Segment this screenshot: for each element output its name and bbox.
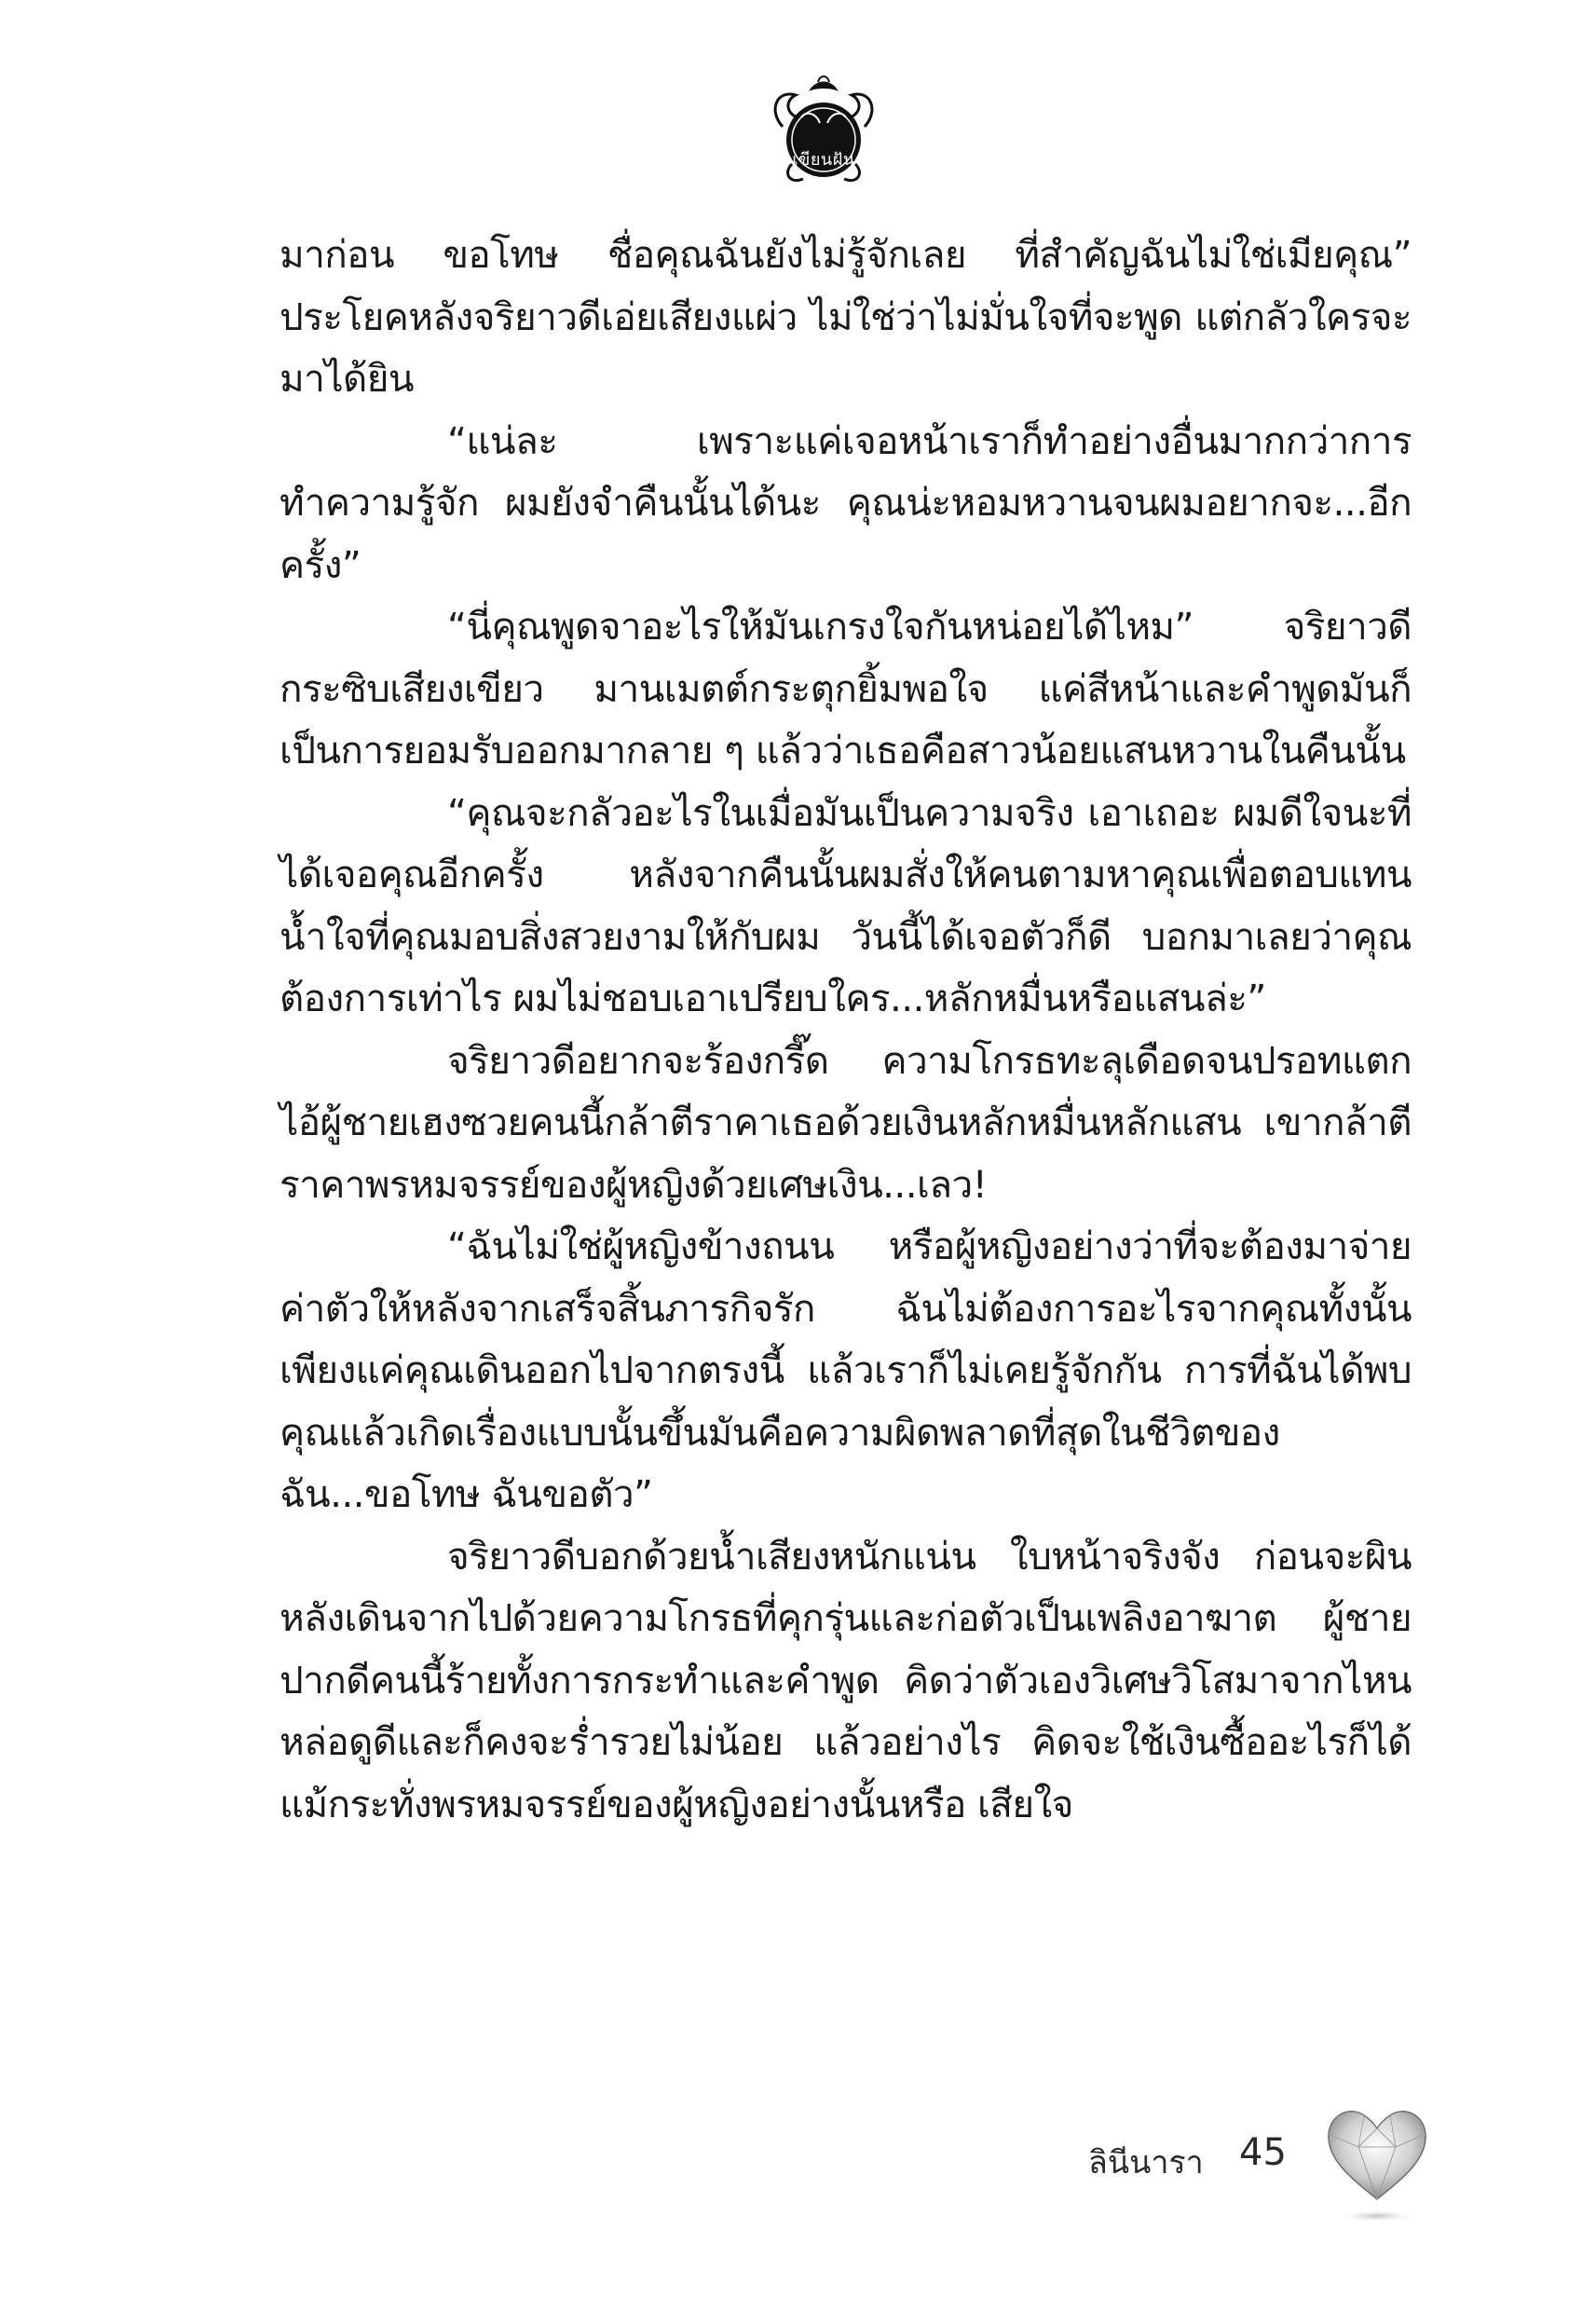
paragraph-3: “นี่คุณพูดจาอะไรให้มันเกรงใจกันหน่อยได้ไหม” จริยาวดีกระซิบเสียงเขียว มานเมตต์กระตุกยิ้มพอใจ แค่สีหน้าและคำพูดมันก็เป็นการยอมรับออกมากลาย ๆ แล้วว่าเธอคือสาวน้อยแสนหวานในคืนนั้น xyxy=(280,604,1412,773)
diamond-heart-icon xyxy=(1321,2097,1433,2227)
paragraph-2: “แน่ละ เพราะแค่เจอหน้าเราก็ทำอย่างอื่นมากกว่าการทำความรู้จัก ผมยังจำคืนนั้นได้นะ คุณน่ะหอมหวานจนผมอยากจะ...อีกครั้ง” xyxy=(280,417,1412,587)
paragraph-7: จริยาวดีบอกด้วยน้ำเสียงหนักแน่น ใบหน้าจริงจัง ก่อนจะผินหลังเดินจากไปด้วยความโกรธที่คุกรุ่นและก่อตัวเป็นเพลิงอาฆาต ผู้ชายปากดีคนนี้ร้ายทั้งการกระทำและคำพูด คิดว่าตัวเองวิเศษวิโสมาจากไหน หล่อดูดีและก็คงจะร่ำรวยไม่น้อย แล้วอย่างไร คิดจะใช้เงินซื้ออะไรก็ได้แม้กระทั่งพรหมจรรย์ของผู้หญิงอย่างนั้นหรือ เสียใจ xyxy=(280,1533,1412,1826)
paragraph-4: “คุณจะกลัวอะไรในเมื่อมันเป็นความจริง เอาเถอะ ผมดีใจนะที่ได้เจอคุณอีกครั้ง หลังจากคืนนั้นผมสั่งให้คนตามหาคุณเพื่อตอบแทนน้ำใจที่คุณมอบสิ่งสวยงามให้กับผม วันนี้ได้เจอตัวก็ดี บอกมาเลยว่าคุณต้องการเท่าไร ผมไม่ชอบเอาเปรียบใคร...หลักหมื่นหรือแสนล่ะ” xyxy=(280,789,1412,1020)
paragraph-1: มาก่อน ขอโทษ ชื่อคุณฉันยังไม่รู้จักเลย ที่สำคัญฉันไม่ใช่เมียคุณ” ประโยคหลังจริยาวดีเอ่ยเสียงแผ่ว ไม่ใช่ว่าไม่มั่นใจที่จะพูด แต่กลัวใครจะมาได้ยิน xyxy=(280,232,1412,401)
logo-text: เขียนฝัน xyxy=(792,150,855,170)
publisher-logo xyxy=(764,73,883,192)
page-number: 45 xyxy=(1239,2131,1287,2174)
paragraph-5: จริยาวดีอยากจะร้องกรี๊ด ความโกรธทะลุเดือดจนปรอทแตก ไอ้ผู้ชายเฮงซวยคนนี้กล้าตีราคาเธอด้วยเงินหลักหมื่นหลักแสน เขากล้าตีราคาพรหมจรรย์ของผู้หญิงด้วยเศษเงิน...เลว! xyxy=(280,1037,1412,1207)
paragraph-6: “ฉันไม่ใช่ผู้หญิงข้างถนน หรือผู้หญิงอย่างว่าที่จะต้องมาจ่ายค่าตัวให้หลังจากเสร็จสิ้นภารกิจรัก ฉันไม่ต้องการอะไรจากคุณทั้งนั้น เพียงแค่คุณเดินออกไปจากตรงนี้ แล้วเราก็ไม่เคยรู้จักกัน การที่ฉันได้พบคุณแล้วเกิดเรื่องแบบนั้นขึ้นมันคือความผิดพลาดที่สุดในชีวิตของฉัน...ขอโทษ ฉันขอตัว” xyxy=(280,1224,1412,1516)
author-name: ลินีนารา xyxy=(1088,2144,1204,2181)
page-body xyxy=(280,224,1412,1835)
ornament-icon xyxy=(764,73,883,192)
